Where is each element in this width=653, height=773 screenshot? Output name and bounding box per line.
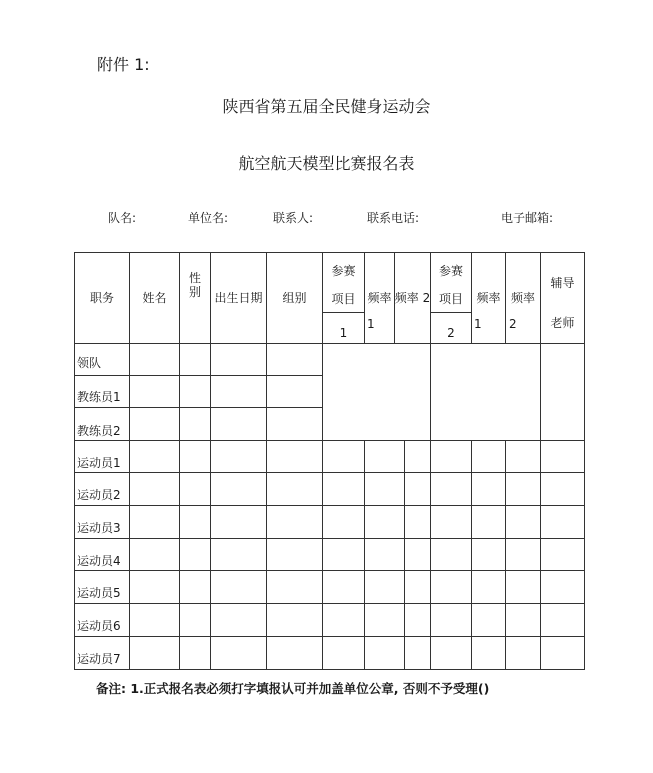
header-freq2-2-label: 频率 <box>510 290 535 305</box>
contact-phone-label: 联系电话: <box>367 211 420 225</box>
row-label-coach2: 教练员2 <box>77 423 121 438</box>
header-event1-number: 1 <box>339 325 348 340</box>
title-line2: 航空航天模型比赛报名表 <box>238 154 415 173</box>
row-label-athlete6: 运动员6 <box>77 618 121 633</box>
header-event2-line2: 项目 <box>438 291 463 306</box>
header-freq2-1-label: 频率 <box>476 290 501 305</box>
row-label-athlete7: 运动员7 <box>77 651 121 666</box>
header-freq1-1-label: 频率 <box>367 290 392 305</box>
header-group: 组别 <box>282 290 307 305</box>
header-gender-line2: 别 <box>188 285 201 299</box>
row-label-leader: 领队 <box>77 355 102 370</box>
header-event2-number: 2 <box>447 325 455 340</box>
header-freq1-1-number: 1 <box>367 316 375 331</box>
row-label-athlete5: 运动员5 <box>77 585 121 600</box>
row-label-athlete3: 运动员3 <box>77 520 121 535</box>
header-freq1-2-label: 频率 2 <box>394 290 431 305</box>
email-label: 电子邮箱: <box>501 211 554 225</box>
row-label-athlete4: 运动员4 <box>77 553 121 568</box>
title-line1: 陕西省第五届全民健身运动会 <box>222 97 431 116</box>
row-label-athlete1: 运动员1 <box>77 455 121 470</box>
unit-name-label: 单位名: <box>188 211 229 225</box>
header-name: 姓名 <box>142 290 167 305</box>
header-gender-line1: 性 <box>188 270 201 285</box>
header-gender <box>180 268 210 302</box>
header-event1-line1: 参赛 <box>331 263 356 278</box>
footer-note: 备注: 1.正式报名表必须打字填报认可并加盖单位公章, 否则不予受理() <box>96 681 490 696</box>
header-event1-line2: 项目 <box>331 291 356 306</box>
attachment-label: 附件 1: <box>97 55 150 74</box>
row-label-athlete2: 运动员2 <box>77 487 121 502</box>
team-name-label: 队名: <box>108 211 137 225</box>
header-birth-date: 出生日期 <box>214 290 263 305</box>
header-coach-line1: 辅导 <box>550 275 575 290</box>
header-event2-line1: 参赛 <box>438 263 463 278</box>
row-label-coach1: 教练员1 <box>77 389 121 404</box>
header-position: 职务 <box>89 290 114 305</box>
header-freq2-1-number: 1 <box>474 316 482 331</box>
header-freq2-2-number: 2 <box>509 316 517 331</box>
header-coach-line2: 老师 <box>550 315 575 330</box>
contact-person-label: 联系人: <box>273 211 314 225</box>
